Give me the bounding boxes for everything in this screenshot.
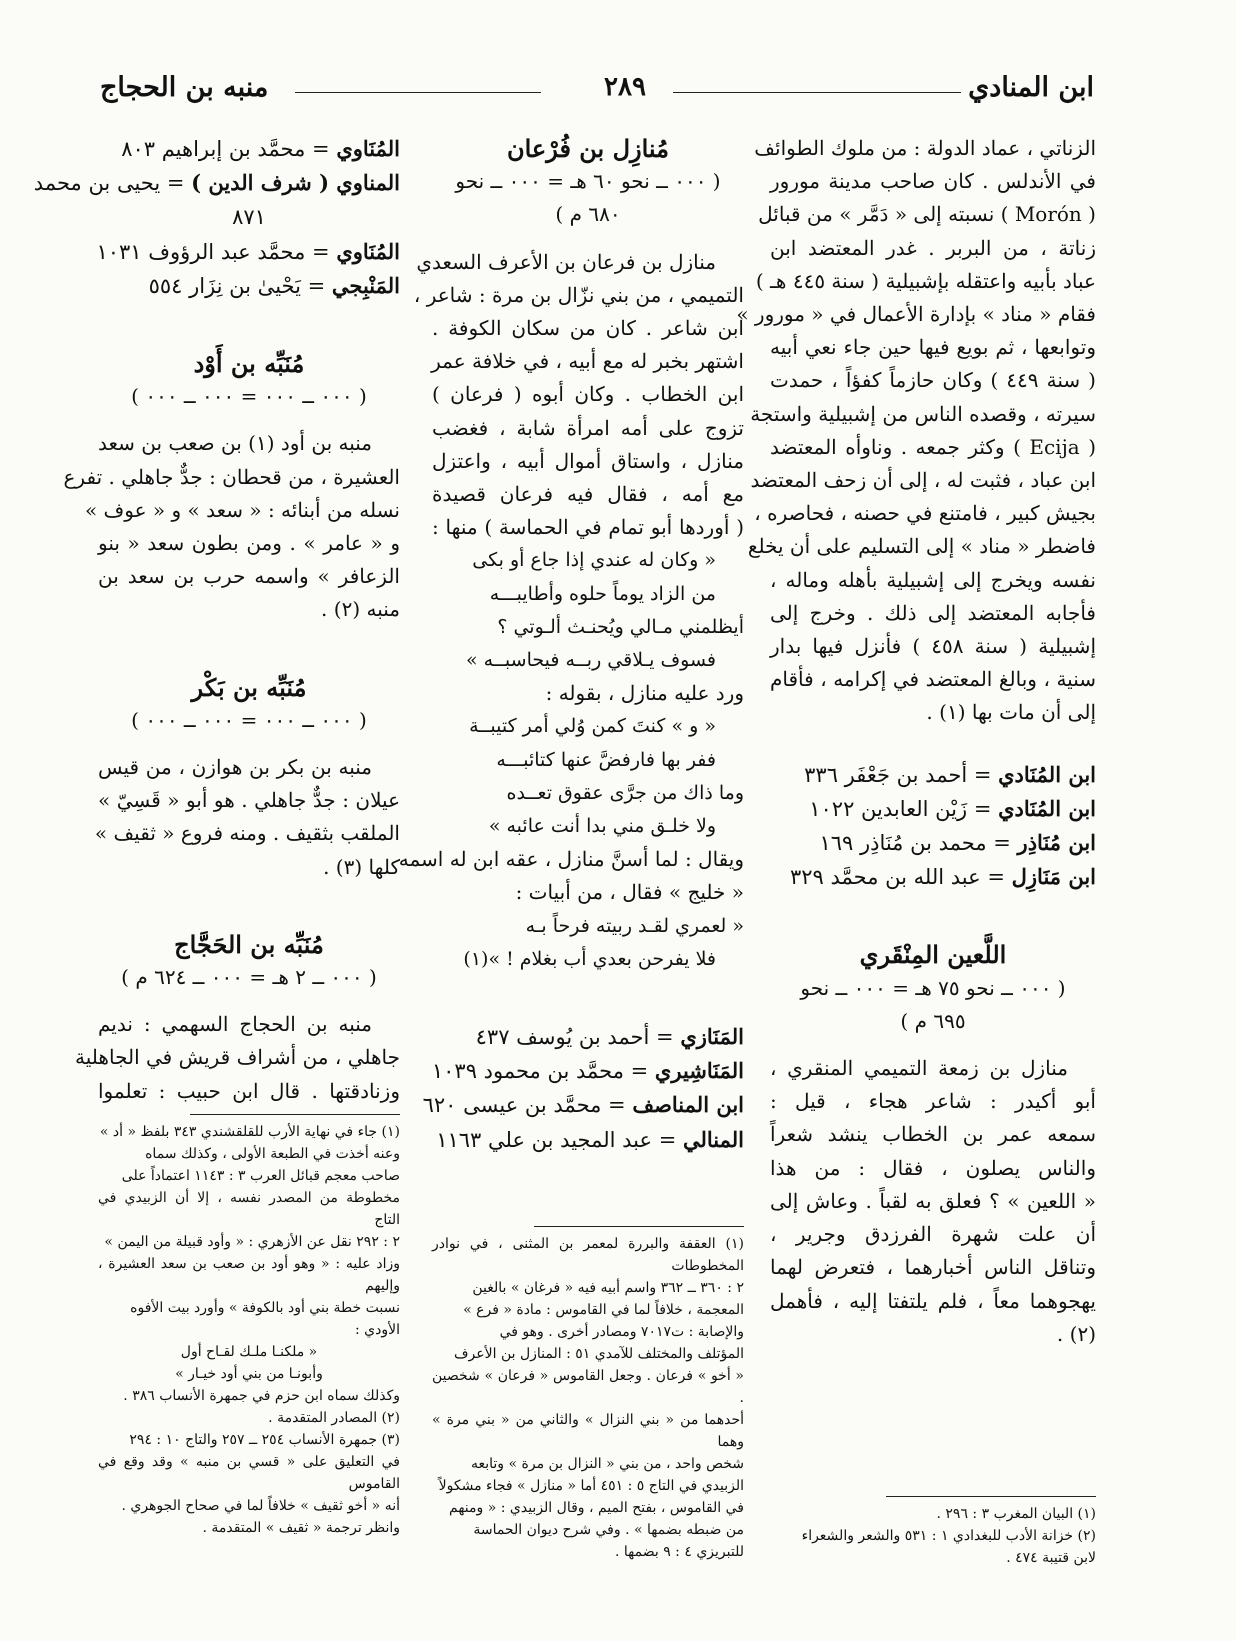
text-line: « خليج » فقال ، من أبيات : bbox=[515, 880, 744, 905]
text-line: منبه بن أود (١) بن صعب بن سعد bbox=[97, 431, 372, 456]
footnote: والإصابة : ت٧٠١٧ ومصادر أخرى . وهو في bbox=[499, 1324, 744, 1340]
text-line: تزوج على أمه امرأة شابة ، فغضب bbox=[432, 415, 744, 440]
ref-name: ابن المناصف bbox=[632, 1092, 744, 1118]
text-line: وزنادقتها . قال ابن حبيب : تعلموا bbox=[98, 1078, 400, 1103]
entry-dates: ( ٠٠٠ ــ ٠٠٠ = ٠٠٠ ــ ٠٠٠ ) bbox=[131, 707, 367, 732]
column-left bbox=[33, 132, 400, 1108]
footnote: أحدهما من « بني النزال » والثاني من « بني مرة » وهما bbox=[432, 1412, 744, 1450]
text-line: والناس يصلون ، فقال : من هذا bbox=[770, 1155, 1096, 1180]
ref-target: = محمد بن مُنَاذِر ١٦٩ bbox=[819, 831, 1011, 856]
ref-name: المَنَازي bbox=[680, 1024, 744, 1050]
text-line: كلها (٣) . bbox=[323, 854, 400, 879]
footnote: « ملكنـا ملـك لقـاح أول bbox=[180, 1344, 318, 1360]
entry-continuation bbox=[736, 132, 1096, 730]
text-line: جاهلي ، من أشراف قريش في الجاهلية bbox=[75, 1045, 400, 1070]
text-line: إلى أن مات بها (١) . bbox=[926, 700, 1096, 725]
entry-title: مُنَبِّه بن بَكْر bbox=[191, 672, 307, 702]
cross-references bbox=[33, 132, 400, 303]
text-line: أبو أكيدر : شاعر هجاء ، قيل : bbox=[770, 1089, 1096, 1114]
text-line: فاضطر « مناد » إلى التسليم على أن يخلع bbox=[747, 534, 1096, 559]
text-line: الزناتي ، عماد الدولة : من ملوك الطوائف bbox=[754, 136, 1096, 160]
footnote: وأبونـا من بني أود خيـار » bbox=[175, 1366, 323, 1382]
footnotes-right bbox=[770, 1496, 1096, 1569]
text-line: ( Morón ) نسبته إلى « دَمَّر » من قبائل bbox=[758, 202, 1096, 227]
ref-name: المَنَاشِيري bbox=[654, 1058, 744, 1084]
ref-target: = محمَّد بن عيسى ٦٢٠ bbox=[422, 1093, 626, 1118]
column-middle bbox=[398, 132, 744, 1157]
cross-reference bbox=[770, 826, 1096, 860]
text-line: ( Ecija ) وكثر جمعه . وناوأه المعتضد bbox=[770, 434, 1096, 459]
footnote-rule bbox=[190, 1114, 400, 1115]
text-line: في الأندلس . كان صاحب مدينة مورور bbox=[770, 169, 1096, 194]
text-line: منبه بن الحجاج السهمي : نديم bbox=[98, 1012, 372, 1037]
verse-line: من الزاد يوماً حلوه وأطايبـــه bbox=[489, 582, 716, 605]
footnote: صاحب معجم قبائل العرب ٣ : ١١٤٣ اعتماداً على bbox=[121, 1168, 400, 1184]
footnote: في القاموس ، بفتح الميم ، وقال الزبيدي : « ومنهم bbox=[449, 1500, 744, 1516]
ref-target: = محمَّد عبد الرؤوف ١٠٣١ bbox=[96, 239, 330, 264]
footnote: في التعليق على « قسي بن منبه » وقد وقع في القاموس bbox=[98, 1454, 400, 1492]
footnote: نسبت خطة بني أود بالكوفة » وأورد بيت الأفوه bbox=[130, 1300, 400, 1316]
text-line: نسله من أبنائه : « سعد » و « عوف » bbox=[84, 497, 400, 522]
verse-line: فلا يفرحن بعدي أب بغلام ! »(١) bbox=[463, 947, 716, 970]
ref-target: ٨٧١ bbox=[232, 205, 266, 230]
text-line: اشتهر بخبر له مع أبيه ، في خلافة عمر bbox=[431, 349, 744, 374]
text-line: سنية ، وبالغ المعتضد في إكرامه ، فأقام bbox=[770, 667, 1096, 692]
text-line: ابن عباد ، فثبت له ، إلى أن زحف المعتضد bbox=[750, 468, 1096, 493]
cross-reference bbox=[432, 1020, 744, 1054]
footnote: « أخو » فرعان . وجعل القاموس « فرعان » شخصين . bbox=[432, 1368, 744, 1406]
cross-reference bbox=[98, 269, 400, 303]
ref-name: ابن المُنَادي bbox=[998, 795, 1096, 821]
ref-name: المناوي ( شرف الدين ) bbox=[191, 170, 400, 196]
entry-dates: ٦٨٠ م ) bbox=[555, 202, 621, 227]
entry-dates: ٦٩٥ م ) bbox=[900, 1008, 966, 1033]
text-line: فقام « مناد » بإدارة الأعمال في « مورور » bbox=[736, 302, 1096, 327]
entry-allain bbox=[770, 938, 1096, 1350]
text-line: يهجوهما معاً ، فلم يلتفتا إليه ، فأهمل (٢) . bbox=[770, 1288, 1096, 1346]
text-line: إشبيلية ( سنة ٤٥٨ ) فأنزل فيها بدار bbox=[770, 634, 1096, 659]
entry-title: مُنَبِّه بن الحَجَّاج bbox=[174, 929, 324, 959]
ref-name: ابن مَنَازِل bbox=[1011, 864, 1096, 890]
text-line: وتناقل الناس أخبارهما ، فتعرض لهما bbox=[770, 1255, 1096, 1280]
text-line: زناتة ، من البربر . غدر المعتضد ابن bbox=[770, 235, 1096, 260]
footnote: شخص واحد ، من بني « النزال بن مرة » وتابعه bbox=[470, 1456, 744, 1472]
footnotes-middle bbox=[432, 1226, 744, 1563]
verse-line: فسوف يـلاقي ربــه فيحاسبــه » bbox=[465, 649, 716, 672]
cross-reference bbox=[770, 792, 1096, 826]
footnote: ٢ : ٣٦٠ ــ ٣٦٢ واسم أبيه فيه « فرغان » بالغين bbox=[472, 1280, 744, 1296]
entry-title: مُنَبِّه بن أَوْد bbox=[193, 349, 305, 379]
text-line: التميمي ، من بني نزّال بن مرة : شاعر ، bbox=[413, 282, 744, 307]
text-line: سمعه عمر بن الخطاب ينشد شعراً bbox=[770, 1122, 1096, 1147]
entry-title: اللَّعين المِنْقَري bbox=[859, 940, 1007, 970]
entry-munabbih-hajjaj bbox=[75, 928, 400, 1108]
footnote: (١) جاء في نهاية الأرب للقلقشندي ٣٤٣ بلفظ « أد » bbox=[99, 1124, 400, 1140]
verse-line: ففر بها فارفضَّ عنها كتائبـــه bbox=[496, 748, 716, 771]
cross-reference bbox=[98, 200, 400, 234]
cross-references bbox=[770, 758, 1096, 895]
footnote: (١) العقفة والبررة لمعمر بن المثنى ، في نوادر المخطوطات bbox=[432, 1236, 744, 1274]
text-line: ( سنة ٤٤٩ ) وكان حازماً كفؤاً ، حمدت bbox=[770, 368, 1096, 393]
verse-line: وما ذاك من جرَّى عقوق تعــده bbox=[506, 781, 744, 804]
cross-reference bbox=[33, 166, 400, 200]
text-line: سيرته ، وقصده الناس من إشبيلية واستجة bbox=[750, 401, 1096, 426]
ref-name: المُنَاوي bbox=[336, 238, 400, 264]
cross-references bbox=[422, 1020, 744, 1157]
footnote: المؤتلف والمختلف للآمدي ٥١ : المنازل بن الأعرف bbox=[454, 1346, 744, 1362]
footnote: وكذلك سماه ابن حزم في جمهرة الأنساب ٣٨٦ . bbox=[123, 1388, 400, 1404]
entry-dates: ( ٠٠٠ ــ ٢ هـ = ٠٠٠ ــ ٦٢٤ م ) bbox=[121, 965, 377, 990]
entry-munabbih-bakr bbox=[94, 671, 400, 884]
entry-title: مُنازِل بن فُرْعان bbox=[506, 134, 670, 163]
cross-reference bbox=[98, 132, 400, 166]
ref-target: = أحمد بن يُوسف ٤٣٧ bbox=[475, 1025, 674, 1050]
ref-name: ابن المُنَادي bbox=[998, 761, 1096, 787]
text-line: ورد عليه منازل ، بقوله : bbox=[545, 681, 744, 706]
text-line: منازل بن فرعان بن الأعرف السعدي bbox=[416, 249, 716, 274]
cross-reference bbox=[770, 758, 1096, 792]
running-header-right: ابن المنادي bbox=[968, 72, 1094, 103]
text-line: ابن شاعر . كان من سكان الكوفة . bbox=[432, 316, 744, 341]
footnote: أنه « أخو ثقيف » خلافاً لما في صحاح الجوهري . bbox=[121, 1498, 400, 1514]
text-line: بجيش كبير ، فامتنع في حصنه ، فحاصره ، bbox=[754, 501, 1096, 526]
ref-target: = محمَّد بن محمود ١٠٣٩ bbox=[431, 1059, 649, 1084]
footnote: (٣) جمهرة الأنساب ٢٥٤ ــ ٢٥٧ والتاج ١٠ : ٢٩٤ bbox=[129, 1432, 400, 1448]
header-rule-right bbox=[673, 92, 961, 93]
ref-name: المنالي bbox=[682, 1126, 744, 1152]
text-line: مع أمه ، فقال فيه فرعان قصيدة bbox=[432, 482, 744, 507]
running-header-left: منبه بن الحجاج bbox=[100, 72, 269, 103]
footnote: ٢ : ٢٩٢ نقل عن الأزهري : « وأود قبيلة من اليمن » bbox=[104, 1234, 400, 1250]
footnote: (٢) المصادر المتقدمة . bbox=[268, 1410, 400, 1426]
ref-target: = عبد الله بن محمَّد ٣٢٩ bbox=[790, 865, 1005, 890]
footnote: لابن قتيبة ٤٧٤ . bbox=[1006, 1550, 1096, 1566]
footnote-rule bbox=[886, 1496, 1096, 1497]
text-line: منازل بن زمعة التميمي المنقري ، bbox=[770, 1056, 1068, 1081]
ref-target: = أحمد بن جَعْفَر ٣٣٦ bbox=[804, 762, 992, 787]
text-line: أن علت شهرة الفرزدق وجرير ، bbox=[770, 1222, 1096, 1247]
ref-target: = عبد المجيد بن علي ١١٦٣ bbox=[436, 1127, 677, 1152]
footnote: وانظر ترجمة « ثقيف » المتقدمة . bbox=[202, 1520, 400, 1536]
footnote: (١) البيان المغرب ٣ : ٢٩٦ . bbox=[936, 1506, 1096, 1522]
verse-line: أيظلمني مـالي ويُحنـث ألـوتي ؟ bbox=[497, 615, 744, 638]
ref-target: = يَحْيىٰ بن نِزَار ٥٥٤ bbox=[148, 273, 326, 298]
entry-munabbih-awd bbox=[63, 347, 400, 627]
footnote: الزبيدي في التاج ٥ : ٤٥١ أما « منازل » فجاء مشكولاً bbox=[438, 1478, 744, 1494]
text-line: عيلان : جدٌّ جاهلي . هو أبو « قَسِيّ » bbox=[98, 788, 400, 813]
text-line: العشيرة ، من قحطان : جدٌّ جاهلي . تفرع bbox=[63, 464, 400, 489]
verse-line: « وكان له عندي إذا جاع أو بكى bbox=[472, 549, 716, 572]
ref-name: المَنْبِجي bbox=[331, 272, 400, 298]
text-line: منبه بن بكر بن هوازن ، من قيس bbox=[98, 755, 372, 780]
footnote: وزاد عليه : « وهو أود بن صعب بن سعد العشيرة ، وإليهم bbox=[98, 1256, 400, 1294]
footnote: الأودي : bbox=[355, 1322, 400, 1338]
footnote: للتبريزي ٤ : ٩ بضمها . bbox=[615, 1544, 744, 1560]
footnote: من ضبطه بضمها » . وفي شرح ديوان الحماسة bbox=[473, 1522, 744, 1538]
column-right bbox=[736, 132, 1096, 1351]
footnote: (٢) خزانة الأدب للبغدادي ١ : ٥٣١ والشعر والشعراء bbox=[801, 1528, 1096, 1544]
text-line: وتوابعها ، ثم بويع فيها حين جاء نعي أبيه bbox=[770, 335, 1096, 360]
entry-dates: ( ٠٠٠ ــ ٠٠٠ = ٠٠٠ ــ ٠٠٠ ) bbox=[131, 384, 367, 409]
cross-reference bbox=[98, 235, 400, 269]
text-line: ويقال : لما أسنَّ منازل ، عقه ابن له اسمه bbox=[398, 847, 744, 872]
ref-name: المُنَاوي bbox=[336, 136, 400, 161]
cross-reference bbox=[432, 1123, 744, 1157]
verse-line: « لعمري لقـد ربيته فرحاً بـه bbox=[525, 914, 744, 937]
footnote: وعنه أخذت في الطبعة الأولى ، وكذلك سماه bbox=[145, 1146, 400, 1162]
cross-reference bbox=[770, 860, 1096, 894]
cross-reference bbox=[432, 1054, 744, 1088]
text-line: ( أوردها أبو تمام في الحماسة ) منها : bbox=[432, 515, 744, 540]
text-line: فأجابه المعتضد إلى ذلك . وخرج إلى bbox=[770, 600, 1096, 625]
footnote: المعجمة ، خلافاً لما في القاموس : مادة « فرع » bbox=[463, 1302, 744, 1318]
text-line: و « عامر » . ومن بطون سعد « بنو bbox=[98, 531, 400, 556]
cross-reference bbox=[422, 1088, 744, 1122]
ref-target: = محمَّد بن إبراهيم ٨٠٣ bbox=[121, 137, 330, 161]
text-line: ابن الخطاب . وكان أبوه ( فرعان ) bbox=[432, 382, 744, 407]
entry-dates: ( ٠٠٠ ــ نحو ٦٠ هـ = ٠٠٠ ــ نحو bbox=[455, 169, 721, 194]
text-line: منبه (٢) . bbox=[321, 597, 400, 622]
page-number: ٢٨٩ bbox=[604, 72, 646, 102]
footnotes-left bbox=[98, 1114, 400, 1539]
footnote-rule bbox=[534, 1226, 744, 1227]
ref-target: = يحيى بن محمد bbox=[33, 171, 185, 196]
text-line: الملقب بثقيف . ومنه فروع « ثقيف » bbox=[94, 821, 400, 846]
ref-name: ابن مُنَاذِر bbox=[1017, 830, 1096, 856]
footnote: مخطوطة من المصدر نفسه ، إلا أن الزبيدي في التاج bbox=[98, 1190, 400, 1228]
entry-munazil bbox=[398, 132, 744, 976]
entry-dates: ( ٠٠٠ ــ نحو ٧٥ هـ = ٠٠٠ ــ نحو bbox=[800, 975, 1066, 1000]
header-rule-left bbox=[295, 92, 541, 93]
text-line: الزعافر » واسمه حرب بن سعد بن bbox=[98, 564, 400, 589]
text-line: « اللعين » ؟ فعلق به لقباً . وعاش إلى bbox=[770, 1188, 1096, 1213]
text-line: عباد بأبيه واعتقله بإشبيلية ( سنة ٤٤٥ هـ ) bbox=[755, 268, 1096, 293]
text-line: نفسه ويخرج إلى إشبيلية بأهله وماله ، bbox=[770, 567, 1096, 592]
verse-line: « و » كنتَ كمن وُلي أمر كتيبــة bbox=[469, 715, 716, 738]
verse-line: ولا خلـق مني بدا أنت عائبه » bbox=[488, 815, 716, 838]
text-line: منازل ، واستاق أموال أبيه ، واعتزل bbox=[432, 448, 744, 473]
ref-target: = زَيْن العابدين ١٠٢٢ bbox=[809, 796, 992, 821]
